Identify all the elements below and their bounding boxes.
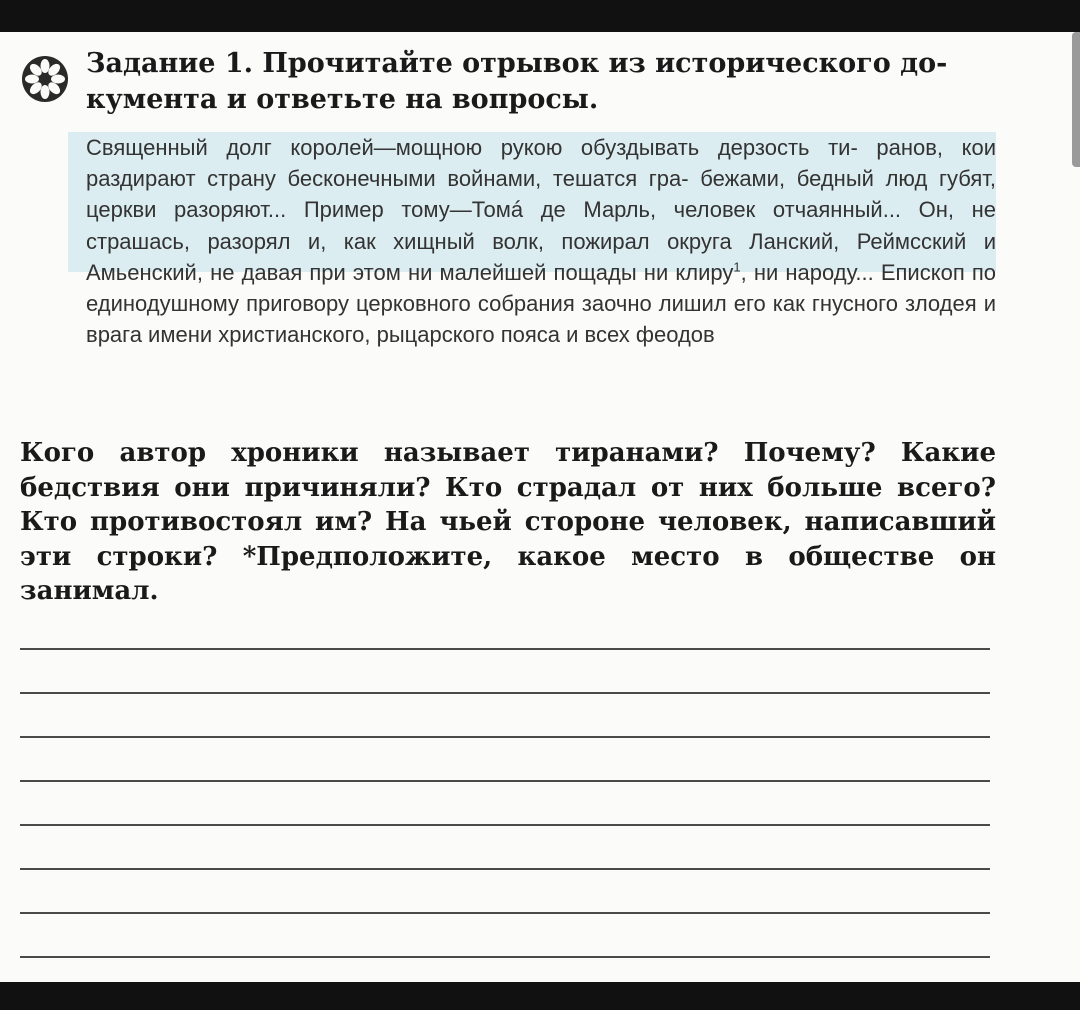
answer-line[interactable] (20, 912, 990, 914)
source-text-end: , ни народу... Епископ по единодушному приговору церковного собрания заочно лишил его как гнусного злодея и врага имени христианского, рыцарского пояса и всех феодов (86, 259, 997, 348)
scrollbar-thumb[interactable] (1072, 32, 1080, 167)
task-instruction: Прочитайте отрывок из исторического до- кумента и ответьте на вопросы. (86, 48, 948, 115)
task-heading (86, 46, 1006, 118)
answer-line[interactable] (20, 868, 990, 870)
worksheet-page (0, 32, 1080, 982)
source-excerpt (86, 132, 996, 350)
task-label: Задание 1. (86, 48, 254, 79)
answer-line[interactable] (20, 692, 990, 694)
answer-line[interactable] (20, 956, 990, 958)
answer-line[interactable] (20, 648, 990, 650)
source-text-main: Священный долг королей—мощною рукою обуздывать дерзость ти- ранов, кои раздирают страну бесконечными войнами, тешатся гра- бежами, бедный люд губят, церкви разоряют... Пример тому—Томá де Марль, человек отчаянный... Он, не страшась, разорял и, как хищный волк, пожирал округа Ланский, Реймсский и Амьенский, не давая при этом ни малейшей пощады ни клиру (86, 135, 996, 285)
answer-line[interactable] (20, 824, 990, 826)
footnote-mark: 1 (733, 259, 741, 275)
questions-text: Кого автор хроники называет тиранами? Почему? Какие бедствия они причиняли? Кто страдал от них больше всего? Кто противостоял им? На чьей стороне человек, написавший эти строки? *Предположите, какое место в обществе он занимал. (20, 438, 996, 606)
gear-icon (20, 54, 70, 104)
answer-line[interactable] (20, 780, 990, 782)
answer-line[interactable] (20, 736, 990, 738)
